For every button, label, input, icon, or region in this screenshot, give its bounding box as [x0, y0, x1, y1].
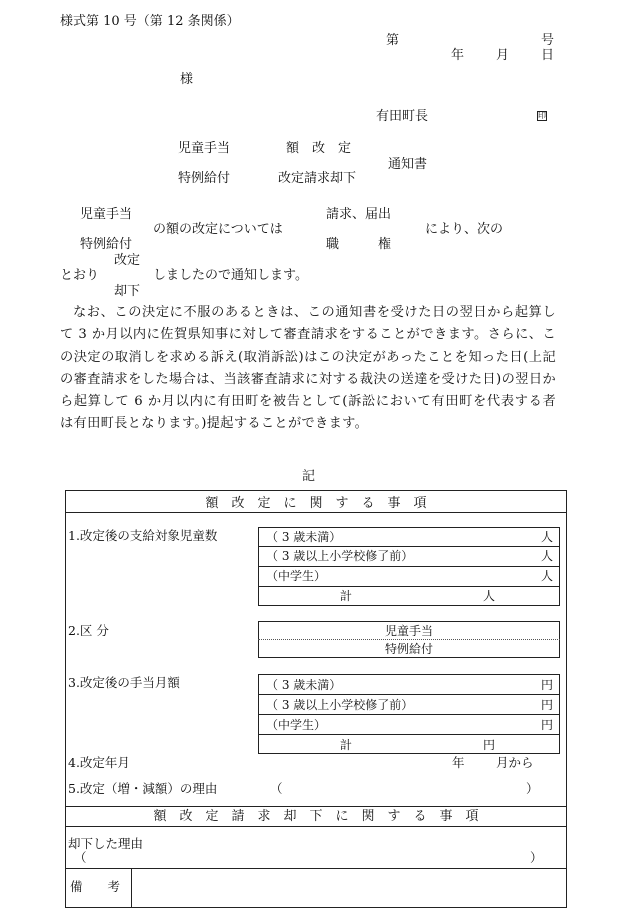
addressee-honorific: 様	[180, 72, 194, 87]
intro-text-after: により、次の	[425, 222, 504, 237]
date-month: 月	[496, 48, 510, 63]
item2-option-special-benefit: 特例給付	[384, 642, 433, 656]
item3-total-label: 計	[340, 738, 353, 752]
date-day: 日	[541, 48, 555, 63]
item4-year: 年	[452, 755, 465, 770]
date-year: 年	[451, 48, 465, 63]
rejection-open-paren: （	[74, 850, 87, 865]
intro-option-special-benefit: 特例給付	[80, 237, 133, 252]
intro-option-ex-officio: 職 権	[326, 237, 392, 252]
item3-row-primary-label: （ 3 歳以上小学校修了前）	[266, 698, 414, 712]
item1-row-under3-unit: 人	[541, 530, 554, 544]
item3-row-under3-label: （ 3 歳未満）	[266, 678, 342, 692]
item3-row-under3-unit: 円	[541, 678, 554, 692]
item1-row-junior-label: （中学生）	[266, 569, 327, 583]
divider	[258, 694, 560, 695]
item3-row-junior-label: （中学生）	[266, 718, 327, 732]
item1-total-unit: 人	[483, 589, 496, 603]
divider	[258, 714, 560, 715]
title-option-special-benefit: 特例給付	[178, 171, 231, 186]
item5-label: 5.改定（増・減額）の理由	[68, 781, 218, 796]
remarks-label: 備 考	[70, 879, 121, 894]
item2-option-child-allowance: 児童手当	[384, 624, 433, 638]
item1-row-primary-label: （ 3 歳以上小学校修了前）	[266, 549, 414, 563]
rejection-close-paren: ）	[530, 850, 543, 865]
section-header-divider	[65, 512, 567, 513]
remarks-column-divider	[131, 868, 132, 908]
form-number: 様式第 10 号（第 12 条関係）	[60, 14, 240, 29]
title-option-child-allowance: 児童手当	[178, 141, 231, 156]
document-number-suffix: 号	[541, 33, 555, 48]
divider	[258, 734, 560, 735]
remarks-top-divider	[65, 868, 567, 869]
section-revision-header: 額 改 定 に 関 す る 事 項	[205, 496, 427, 511]
item3-row-junior-unit: 円	[541, 718, 554, 732]
issuer-title: 有田町長	[376, 109, 429, 124]
dotted-divider	[258, 639, 560, 640]
section2-header-divider	[65, 826, 567, 827]
item5-open-paren: （	[270, 781, 283, 796]
item1-row-primary-unit: 人	[541, 549, 554, 563]
item3-total-unit: 円	[483, 738, 496, 752]
intro-text-end: しましたので通知します。	[153, 268, 308, 283]
intro-option-rejection: 却下	[114, 284, 141, 299]
item1-row-junior-unit: 人	[541, 569, 554, 583]
divider	[258, 546, 560, 547]
appeal-notice: なお、この決定に不服のあるときは、この通知書を受けた日の翌日から起算して 3 か月以内に佐賀県知事に対して審査請求をすることができます。さらに、この決定の取消しを求める訴え(取消訴訟)はこの決定があったことを知った日(上記の審査請求をした場合は、当該審査請求に対する裁決の送達を受けた日)の翌日から起算して 6 か月以内に有田町を被告として(訴訟において有田町を代表する者は有田町長となります。)提起することができます。	[60, 305, 556, 432]
title-option-rejection: 改定請求却下	[278, 171, 357, 186]
item3-label: 3.改定後の手当月額	[68, 675, 180, 690]
item1-total-label: 計	[340, 589, 353, 603]
intro-option-child-allowance: 児童手当	[80, 207, 133, 222]
section-rejection-header: 額 改 定 請 求 却 下 に 関 す る 事 項	[153, 809, 479, 824]
item4-label: 4.改定年月	[68, 755, 130, 770]
intro-middle-text: の額の改定については	[153, 222, 283, 237]
title-option-revision: 額 改 定	[286, 141, 352, 156]
item1-label: 1.改定後の支給対象児童数	[68, 528, 218, 543]
section2-top-divider	[65, 806, 567, 807]
item2-label: 2.区 分	[68, 623, 109, 638]
item4-month-from: 月から	[496, 755, 534, 770]
document-number-prefix: 第	[386, 33, 400, 48]
seal-mark: 印	[538, 111, 546, 120]
ki-heading: 記	[302, 469, 316, 484]
item1-row-under3-label: （ 3 歳未満）	[266, 530, 342, 544]
item3-row-primary-unit: 円	[541, 698, 554, 712]
divider	[258, 586, 560, 587]
divider	[258, 566, 560, 567]
intro-prefix: とおり	[60, 268, 100, 283]
title-suffix: 通知書	[388, 157, 428, 172]
rejection-reason-label: 却下した理由	[68, 836, 144, 851]
intro-option-claim: 請求、届出	[326, 207, 392, 222]
intro-option-revision: 改定	[114, 253, 141, 268]
item5-close-paren: ）	[526, 781, 539, 796]
